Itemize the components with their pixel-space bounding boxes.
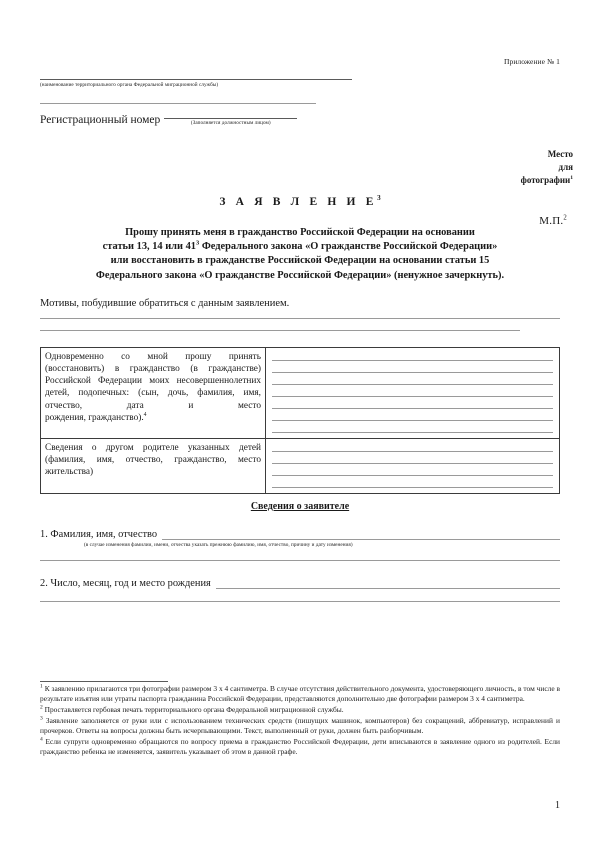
registration-number-caption: (Заполняется должностным лицом): [190, 120, 271, 126]
photo-placeholder: [453, 148, 573, 187]
statement-line-2-a: статьи 13, 14 или 41: [102, 241, 196, 253]
write-line[interactable]: [272, 475, 553, 476]
write-line[interactable]: [272, 420, 553, 421]
statement-article-sup: 3: [196, 239, 200, 247]
birth-extra-rule: [40, 601, 560, 602]
full-name-extra-rule: [40, 560, 560, 561]
footnote-text: Если супруги одновременно обращаются по вопросу приема в гражданство Российской Федерации, дети вписываются в заявление одного из родителей. Если гражданство ребенка не изменяется, заявитель указывает об этом в данной графе.: [40, 736, 560, 757]
footnote-marker: 1: [40, 683, 43, 690]
footnote-text: Заявление заполняется от руки или с использованием технических средств (пишущих машинок, компьютеров) без сокращений, аббревиатур, исправлений и прочерков. Ответы на вопросы должны быть исчерпывающими. Текст, выполненный от руки, должен быть разборчивым.: [40, 715, 560, 736]
registration-number-row: [40, 114, 560, 127]
other-parent-answer-cell[interactable]: [266, 438, 560, 493]
children-answer-cell[interactable]: [266, 347, 560, 438]
motives-rule-2: [40, 330, 520, 331]
table-row: [41, 438, 560, 493]
children-label-last-line: [45, 412, 261, 424]
write-line[interactable]: [272, 487, 553, 488]
other-parent-write-lines[interactable]: [270, 442, 555, 491]
statement-paragraph: [40, 226, 560, 283]
full-name-input[interactable]: [162, 539, 560, 541]
full-name-extra-line[interactable]: [40, 560, 560, 561]
footnote-item: [40, 716, 560, 737]
statement-line-4: Федерального закона «О гражданстве Российской Федерации» (ненужное зачеркнуть).: [95, 269, 505, 281]
statement-line-2-b: Федерального закона «О гражданстве Российской Федерации»: [199, 241, 498, 253]
children-footnote-marker: 4: [143, 411, 147, 418]
minor-children-table: [40, 347, 560, 494]
footnote-item: [40, 684, 560, 705]
photo-footnote-marker: 1: [570, 175, 573, 181]
minor-children-table-body: [41, 347, 560, 493]
write-line[interactable]: [272, 408, 553, 409]
stamp-placeholder: [539, 215, 567, 227]
photo-line-3: [453, 174, 573, 187]
other-parent-label-last-text: жительства): [45, 467, 94, 478]
children-write-lines[interactable]: [270, 351, 555, 436]
write-line[interactable]: [272, 432, 553, 433]
table-row: [41, 347, 560, 438]
photo-line-3-text: фотографии: [520, 175, 571, 185]
page-title: [40, 196, 560, 208]
write-line[interactable]: [272, 372, 553, 373]
full-name-row: [40, 529, 560, 541]
motives-label: Мотивы, побудившие обратиться с данным заявлением.: [40, 297, 290, 309]
secondary-blank-rule: [40, 103, 316, 104]
other-parent-label-cell: [41, 438, 266, 493]
write-line[interactable]: [272, 384, 553, 385]
footnote-marker: 3: [40, 715, 43, 722]
birth-row: [40, 578, 560, 590]
photo-line-1: Место: [547, 149, 573, 159]
statement-line-1: Прошу принять меня в гражданство Российской Федерации на основании: [125, 227, 475, 238]
statement-line-3: или восстановить в гражданстве Российской Федерации на основании статьи 15: [110, 255, 490, 267]
secondary-blank-line: [40, 103, 316, 104]
motives-input-line-1[interactable]: [40, 318, 560, 319]
children-label-text: Одновременно со мной прошу принять (восстановить) в гражданство (в гражданстве) Российской Федерации моих несовершеннолетних детей, подопечных: (сын, дочь, фамилия, имя, отчество, дата и место: [45, 351, 261, 411]
footnote-item: [40, 737, 560, 758]
full-name-field: [40, 529, 560, 561]
full-name-label: 1. Фамилия, имя, отчество: [40, 528, 158, 540]
footnote-text: К заявлению прилагаются три фотографии размером 3 х 4 сантиметра. В случае отсутствия действительного документа, удостоверяющего личность, в том числе в результате изъятия или утраты паспорта гражданина Российской Федерации, представляются дополнительно две фотографии размером 3 х 4 сантиметра.: [40, 684, 560, 704]
organisation-name-field: [40, 79, 352, 89]
footnote-marker: 4: [40, 736, 43, 743]
registration-number-input[interactable]: [164, 118, 297, 127]
birth-extra-line[interactable]: [40, 601, 560, 602]
other-parent-label-text: Сведения о другом родителе указанных детей (фамилия, имя, отчество, гражданство, место: [45, 442, 261, 466]
footnote-item: [40, 705, 560, 715]
children-label-cell: [41, 347, 266, 438]
photo-line-2: для: [558, 162, 573, 172]
write-line[interactable]: [272, 396, 553, 397]
title-footnote-marker: 3: [377, 194, 381, 203]
registration-number-label: Регистрационный номер: [40, 114, 161, 126]
footnote-separator: [40, 681, 168, 682]
organisation-name-caption: (наименование территориального органа Федеральной миграционной службы): [40, 82, 219, 88]
write-line[interactable]: [272, 451, 553, 452]
page-number: 1: [555, 800, 560, 811]
other-parent-label-last-line: [45, 466, 261, 478]
motives-rule-1: [40, 318, 560, 319]
footnotes-block: [40, 684, 560, 758]
full-name-caption: (в случае изменения фамилии, имени, отчества указать прежнюю фамилию, имя, отчество, причину и дату изменения): [84, 541, 353, 548]
stamp-footnote-marker: 2: [563, 214, 567, 222]
birth-label: 2. Число, месяц, год и место рождения: [40, 577, 211, 589]
children-label-last-text: рождения, гражданство).: [45, 412, 144, 423]
statement-line-2: [46, 240, 554, 254]
stamp-text: М.П.: [539, 215, 564, 227]
page-title-text: З А Я В Л Е Н И Е: [219, 196, 378, 208]
registration-number-rule: [164, 118, 297, 119]
organisation-name-rule: [40, 79, 352, 80]
birth-field: [40, 578, 560, 602]
write-line[interactable]: [272, 463, 553, 464]
birth-input[interactable]: [216, 588, 560, 590]
birth-rule: [216, 588, 560, 589]
applicant-section-title: Сведения о заявителе: [250, 500, 350, 512]
motives-input-line-2[interactable]: [40, 330, 520, 331]
footnote-text: Проставляется гербовая печать территориального органа Федеральной миграционной службы.: [44, 705, 344, 715]
write-line[interactable]: [272, 360, 553, 361]
appendix-label: Приложение № 1: [504, 57, 560, 66]
footnote-marker: 2: [40, 704, 43, 711]
full-name-rule: [162, 539, 560, 540]
